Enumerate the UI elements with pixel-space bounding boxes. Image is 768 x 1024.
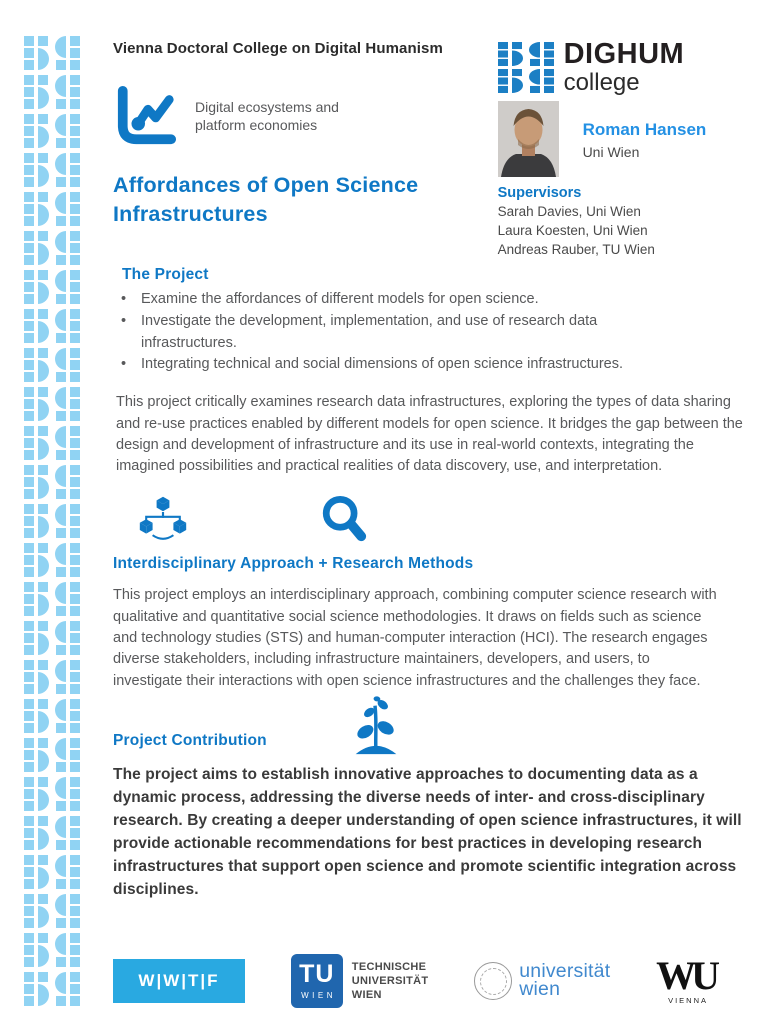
dighum-logo <box>498 40 750 95</box>
sidebar-pattern-unit <box>24 465 80 499</box>
sidebar-pattern-unit <box>24 114 80 148</box>
sidebar-pattern-unit <box>24 153 80 187</box>
wwtf-label: W|W|T|F <box>138 971 220 990</box>
poster-title: Affordances of Open Science Infrastructures <box>113 173 419 227</box>
connected-cubes-icon <box>135 492 191 548</box>
univie-text <box>519 960 611 1000</box>
org-title: Vienna Doctoral College on Digital Humanism <box>113 40 443 57</box>
project-body: This project critically examines research data infrastructures, exploring the types of data sharing and re-use practices enabled by different models for open science. It bridges the gap between the design and development of infrastructure and its use in real-world contexts, integrating the imagined possibilities and practical realities of data discovery, use, and interpretation. <box>116 394 743 475</box>
person-name: Roman Hansen <box>582 120 707 140</box>
bullet-item: • Investigate the development, implementation, and use of research data infrastructures. <box>113 311 658 355</box>
footer <box>113 954 720 1008</box>
sidebar-pattern-unit <box>24 75 80 109</box>
tu-box-label: TU <box>299 960 335 988</box>
project-bullet-list <box>113 289 658 376</box>
supervisors-block <box>498 185 750 258</box>
tu-wien-logo <box>291 954 429 1008</box>
supervisor-item: Sarah Davies, Uni Wien <box>497 204 641 220</box>
sidebar-pattern-unit <box>24 426 80 460</box>
supervisors-heading: Supervisors <box>497 185 582 202</box>
sidebar-pattern-unit <box>24 231 80 265</box>
magnifier-icon <box>319 493 369 547</box>
supervisor-item: Andreas Rauber, TU Wien <box>497 242 655 258</box>
project-heading: The Project <box>122 266 209 284</box>
bullet-item: • Examine the affordances of different models for open science. <box>113 289 658 311</box>
dighum-mark-icon <box>498 40 554 93</box>
tu-box-sublabel: WIEN <box>301 991 336 1000</box>
tu-line: TECHNISCHE <box>351 960 427 973</box>
tu-wien-text <box>352 960 429 1003</box>
approach-heading: Interdisciplinary Approach + Research Methods <box>113 555 474 573</box>
profile-photo <box>498 101 559 177</box>
contribution-heading: Project Contribution <box>113 732 267 749</box>
sidebar-pattern-unit <box>24 387 80 421</box>
sidebar-pattern-unit <box>24 36 80 70</box>
sidebar-pattern-unit <box>24 348 80 382</box>
sidebar-pattern-unit <box>24 816 80 850</box>
sidebar-pattern-unit <box>24 270 80 304</box>
sidebar-pattern-unit <box>24 504 80 538</box>
univie-line1: universität <box>519 960 611 983</box>
sidebar-pattern-unit <box>24 621 80 655</box>
supervisor-item: Laura Koesten, Uni Wien <box>497 223 648 239</box>
sidebar-pattern-unit <box>24 543 80 577</box>
wu-sub: VIENNA <box>668 995 709 1005</box>
sidebar-pattern-unit <box>24 933 80 967</box>
section-contribution <box>113 696 750 758</box>
sidebar-pattern-unit <box>24 660 80 694</box>
dighum-wordmark-sub: college <box>563 69 640 96</box>
sidebar-pattern-unit <box>24 699 80 733</box>
wwtf-logo <box>113 959 245 1003</box>
univie-seal-icon <box>474 962 512 1000</box>
approach-icons-row <box>113 491 750 549</box>
person-affiliation: Uni Wien <box>582 144 640 161</box>
univie-line2: wien <box>519 978 561 1000</box>
sidebar-pattern-unit <box>24 582 80 616</box>
wu-text: WU <box>656 952 715 998</box>
sidebar-pattern-unit <box>24 972 80 1006</box>
sidebar-pattern <box>24 36 80 1011</box>
tu-wien-box <box>291 954 343 1008</box>
dighum-wordmark: DIGHUM <box>563 38 685 70</box>
main-content <box>113 40 750 902</box>
sprout-icon <box>353 696 399 756</box>
sidebar-pattern-unit <box>24 855 80 889</box>
sidebar-pattern-unit <box>24 192 80 226</box>
sidebar-pattern-unit <box>24 894 80 928</box>
line-chart-icon <box>113 85 179 147</box>
contribution-body: The project aims to establish innovative approaches to documenting data as a dynamic process, addressing the diverse needs of inter- and cross-disciplinary research. By creating a deeper understanding of open science infrastructures, it will provide actionable recommendations for best practices in developing research infrastructures that support open science and promote scientific integration across disciplines. <box>113 766 742 898</box>
approach-body: This project employs an interdisciplinary approach, combining computer science research with qualitative and quantitative social science methodologies. It draws on fields such as science and technology studies (STS) and human-computer interaction (HCI). The research engages diverse stakeholders, including infrastructure maintainers, developers, and users, to investigate their interactions with open science infrastructures and the challenges they face. <box>113 587 717 689</box>
section-project <box>113 266 750 477</box>
univie-logo <box>474 962 610 1000</box>
sidebar-pattern-unit <box>24 309 80 343</box>
sidebar-pattern-unit <box>24 738 80 772</box>
sidebar-pattern-unit <box>24 777 80 811</box>
wu-logo <box>656 952 720 1005</box>
tu-line: UNIVERSITÄT <box>351 974 429 987</box>
tu-line: WIEN <box>351 989 382 1002</box>
bullet-item: • Integrating technical and social dimensions of open science infrastructures. <box>113 354 658 376</box>
track-label: Digital ecosystems and platform economies <box>195 98 339 133</box>
